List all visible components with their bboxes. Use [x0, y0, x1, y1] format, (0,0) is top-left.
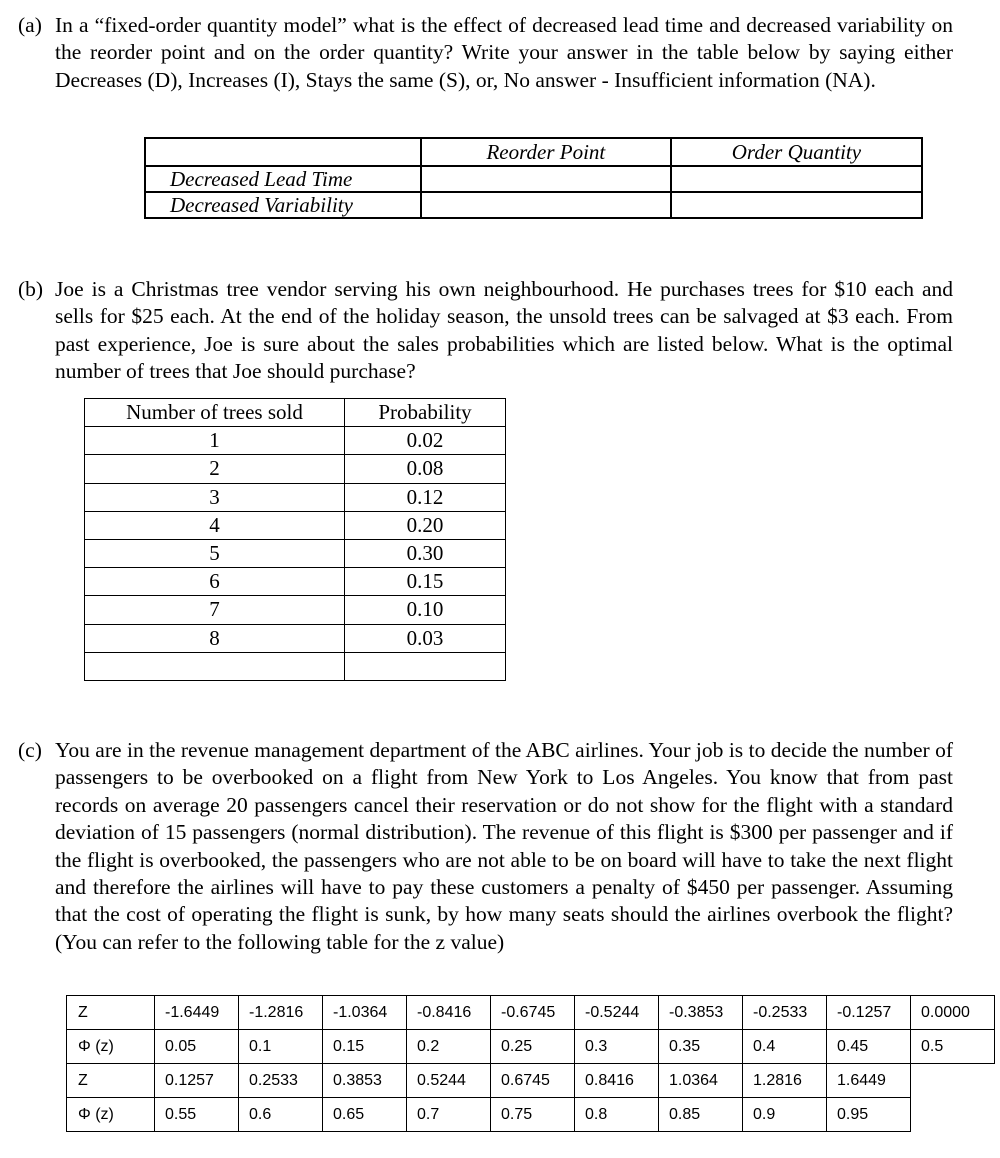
table-a-row-variability: Decreased Variability — [145, 192, 421, 218]
question-b — [18, 276, 953, 386]
table-row — [85, 624, 506, 652]
phi-cell: 0.6 — [239, 1098, 323, 1132]
table-row — [85, 539, 506, 567]
z-cell: -1.0364 — [323, 996, 407, 1030]
phi-cell: 0.8 — [575, 1098, 659, 1132]
trees-sold-cell: 1 — [85, 427, 345, 455]
probability-cell: 0.08 — [345, 455, 506, 483]
z-cell: -0.5244 — [575, 996, 659, 1030]
question-a-text: In a “fixed-order quantity model” what is the effect of decreased lead time and decreased variability on the reorder point and on the order quantity? Write your answer in the table below by saying either Decreases (D), Increases (I), Stays the same (S), or, No answer - Insufficient information (NA). — [55, 13, 953, 92]
phi-cell: 0.55 — [155, 1098, 239, 1132]
question-b-label: (b) — [18, 277, 44, 301]
empty-cell — [911, 1064, 995, 1098]
phi-cell: 0.7 — [407, 1098, 491, 1132]
phi-cell: 0.85 — [659, 1098, 743, 1132]
z-cell: -0.6745 — [491, 996, 575, 1030]
probability-cell: 0.03 — [345, 624, 506, 652]
z-cell: -0.2533 — [743, 996, 827, 1030]
z-label: Z — [67, 996, 155, 1030]
question-a — [18, 12, 953, 94]
z-cell: 0.8416 — [575, 1064, 659, 1098]
probability-cell: 0.12 — [345, 483, 506, 511]
answer-cell-variability-reorder[interactable] — [421, 192, 671, 218]
trees-sold-cell: 7 — [85, 596, 345, 624]
z-label: Z — [67, 1064, 155, 1098]
z-cell: 1.6449 — [827, 1064, 911, 1098]
table-row — [85, 568, 506, 596]
question-c-label: (c) — [18, 738, 42, 762]
z-cell: -1.2816 — [239, 996, 323, 1030]
phi-cell: 0.3 — [575, 1030, 659, 1064]
trees-sold-cell: 8 — [85, 624, 345, 652]
trees-sold-cell: 6 — [85, 568, 345, 596]
z-cell: 0.3853 — [323, 1064, 407, 1098]
z-cell: 0.2533 — [239, 1064, 323, 1098]
reorder-effect-table — [144, 137, 923, 219]
trees-sold-cell: 4 — [85, 511, 345, 539]
z-cell: -0.1257 — [827, 996, 911, 1030]
z-cell: 1.0364 — [659, 1064, 743, 1098]
phi-cell: 0.9 — [743, 1098, 827, 1132]
question-c-text: You are in the revenue management department of the ABC airlines. Your job is to decide the number of passengers to be overbooked on a flight from New York to Los Angeles. You know that from past records on average 20 passengers cancel their reservation or do not show for the flight with a standard deviation of 15 passengers (normal distribution). The revenue of this flight is $300 per passenger and if the flight is overbooked, the passengers who are not able to be on board will have to take the next flight and therefore the airlines will have to pay these customers a penalty of $450 per passenger. Assuming that the cost of operating the flight is sunk, by how many seats should the airlines overbook the flight? (You can refer to the following table for the z value) — [55, 738, 953, 954]
table-row — [85, 455, 506, 483]
question-b-text: Joe is a Christmas tree vendor serving his own neighbourhood. He purchases trees for $10 each and sells for $25 each. At the end of the holiday season, the unsold trees can be salvaged at $3 each. From past experience, Joe is sure about the sales probabilities which are listed below. What is the optimal number of trees that Joe should purchase? — [55, 277, 953, 384]
empty-cell — [345, 652, 506, 680]
z-value-table — [66, 995, 995, 1132]
z-cell: 0.1257 — [155, 1064, 239, 1098]
probability-cell: 0.20 — [345, 511, 506, 539]
table-a-header-order-quantity: Order Quantity — [671, 138, 922, 166]
table-row-empty — [85, 652, 506, 680]
answer-cell-variability-quantity[interactable] — [671, 192, 922, 218]
z-cell: 0.6745 — [491, 1064, 575, 1098]
z-cell: -1.6449 — [155, 996, 239, 1030]
phi-cell: 0.75 — [491, 1098, 575, 1132]
phi-cell: 0.4 — [743, 1030, 827, 1064]
answer-cell-lead-time-quantity[interactable] — [671, 166, 922, 192]
question-a-label: (a) — [18, 13, 42, 37]
trees-sold-cell: 5 — [85, 539, 345, 567]
phi-cell: 0.15 — [323, 1030, 407, 1064]
phi-cell: 0.1 — [239, 1030, 323, 1064]
phi-cell: 0.95 — [827, 1098, 911, 1132]
empty-cell — [85, 652, 345, 680]
phi-cell: 0.5 — [911, 1030, 995, 1064]
z-cell: -0.3853 — [659, 996, 743, 1030]
phi-label: Φ (z) — [67, 1098, 155, 1132]
table-row — [85, 511, 506, 539]
table-row — [85, 427, 506, 455]
trees-sold-cell: 3 — [85, 483, 345, 511]
probability-cell: 0.15 — [345, 568, 506, 596]
probability-cell: 0.10 — [345, 596, 506, 624]
table-row — [85, 483, 506, 511]
z-cell: 1.2816 — [743, 1064, 827, 1098]
phi-cell: 0.2 — [407, 1030, 491, 1064]
phi-row-1 — [67, 1030, 995, 1064]
table-a-header-reorder-point: Reorder Point — [421, 138, 671, 166]
phi-cell: 0.45 — [827, 1030, 911, 1064]
z-cell: -0.8416 — [407, 996, 491, 1030]
table-a-row-lead-time: Decreased Lead Time — [145, 166, 421, 192]
tree-sales-table — [84, 398, 506, 681]
answer-cell-lead-time-reorder[interactable] — [421, 166, 671, 192]
phi-cell: 0.65 — [323, 1098, 407, 1132]
table-b-header-trees: Number of trees sold — [85, 399, 345, 427]
z-row-2 — [67, 1064, 995, 1098]
phi-cell: 0.25 — [491, 1030, 575, 1064]
table-a-corner — [145, 138, 421, 166]
phi-row-2 — [67, 1098, 995, 1132]
probability-cell: 0.30 — [345, 539, 506, 567]
trees-sold-cell: 2 — [85, 455, 345, 483]
empty-cell — [911, 1098, 995, 1132]
z-row-1 — [67, 996, 995, 1030]
question-c — [18, 737, 953, 956]
z-cell: 0.5244 — [407, 1064, 491, 1098]
phi-cell: 0.35 — [659, 1030, 743, 1064]
table-b-header-probability: Probability — [345, 399, 506, 427]
phi-label: Φ (z) — [67, 1030, 155, 1064]
probability-cell: 0.02 — [345, 427, 506, 455]
phi-cell: 0.05 — [155, 1030, 239, 1064]
table-row — [85, 596, 506, 624]
z-cell: 0.0000 — [911, 996, 995, 1030]
